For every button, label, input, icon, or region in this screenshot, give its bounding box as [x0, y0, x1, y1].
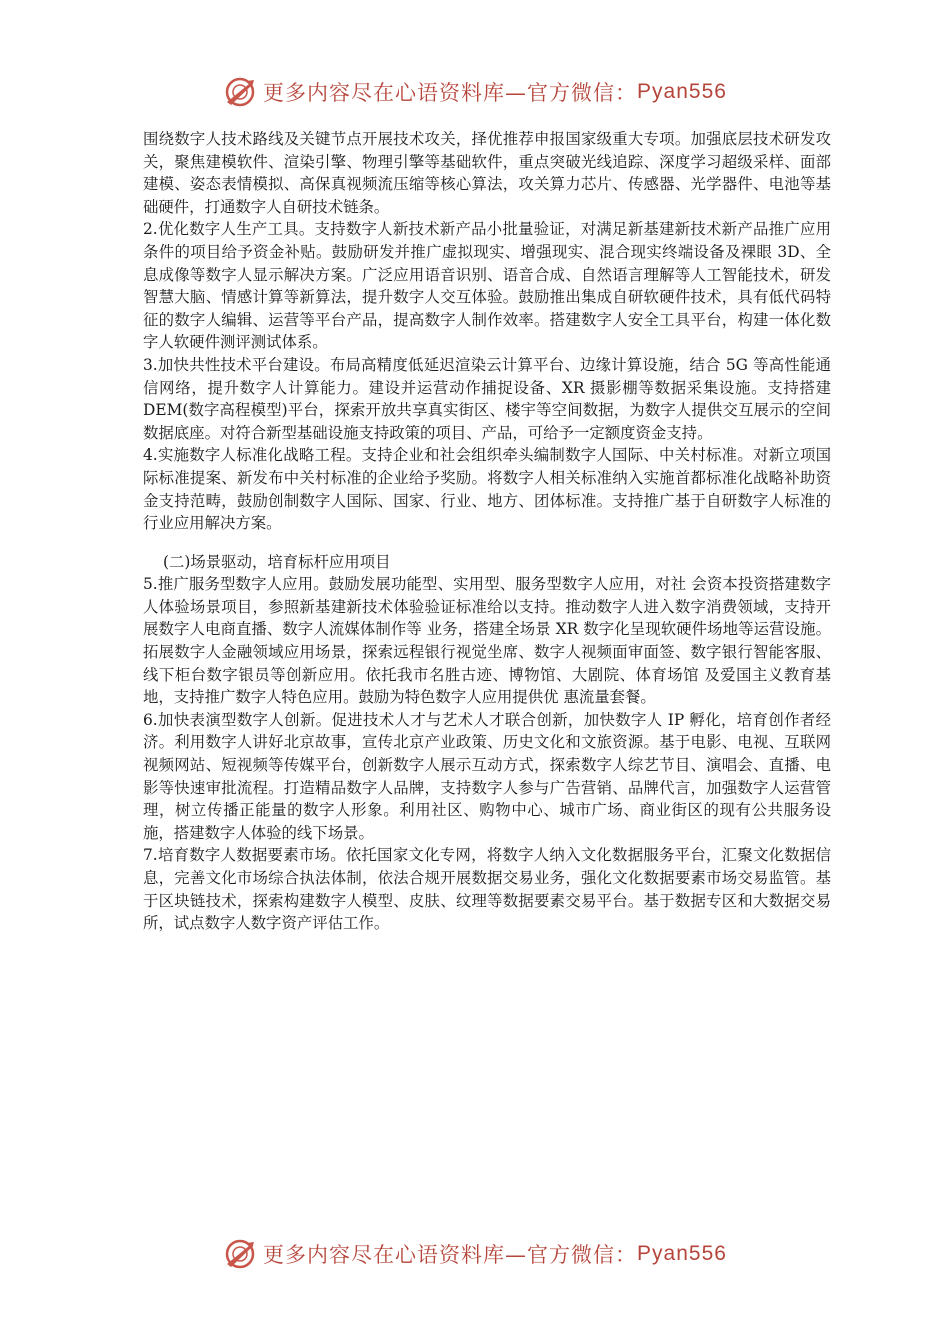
- footer-banner: [0, 1234, 950, 1274]
- brand-logo-icon: [223, 1237, 257, 1271]
- header-banner-handle: Pyan556: [637, 80, 727, 103]
- brand-logo-icon: [223, 75, 257, 109]
- section-heading: (二)场景驱动，培育标杆应用项目: [163, 552, 391, 571]
- footer-banner-handle: Pyan556: [637, 1242, 727, 1265]
- paragraph-item-7: 7.培育数字人数据要素市场。依托国家文化专网，将数字人纳入文化数据服务平台，汇聚文化数据信息，完善文化市场综合执法体制，依法合规开展数据交易业务，强化文化数据要素市场交易监管。基于区块链技术，探索构建数字人模型、皮肤、纹理等数据要素交易平台。基于数据专区和大数据交易所，试点数字人数字资产评估工作。: [143, 846, 831, 933]
- paragraph-item-6: 6.加快表演型数字人创新。促进技术人才与艺术人才联合创新，加快数字人 IP 孵化，培育创作者经济。利用数字人讲好北京故事，宣传北京产业政策、历史文化和文旅资源。基于电影、电视、互联网视频网站、短视频等传媒平台，创新数字人展示互动方式，探索数字人综艺节目、演唱会、直播、电影等快速审批流程。打造精品数字人品牌，支持数字人参与广告营销、品牌代言，加强数字人运营管理，树立传播正能量的数字人形象。利用社区、购物中心、城市广场、商业街区的现有公共服务设施，搭建数字人体验的线下场景。: [143, 710, 831, 842]
- paragraph-item-4: 4.实施数字人标准化战略工程。支持企业和社会组织牵头编制数字人国际、中关村标准。对新立项国际标准提案、新发布中关村标准的企业给予奖励。将数字人相关标准纳入实施首都标准化战略补助资金支持范畴，鼓励创制数字人国际、国家、行业、地方、团体标准。支持推广基于自研数字人标准的行业应用解决方案。: [143, 446, 831, 533]
- paragraph-intro: 围绕数字人技术路线及关键节点开展技术攻关，择优推荐申报国家级重大专项。加强底层技术研发攻关，聚焦建模软件、渲染引擎、物理引擎等基础软件，重点突破光线追踪、深度学习超级采样、面部建模、姿态表情模拟、高保真视频流压缩等核心算法，攻关算力芯片、传感器、光学器件、电池等基础硬件，打通数字人自研技术链条。: [143, 130, 831, 216]
- paragraph-item-3: 3.加快共性技术平台建设。布局高精度低延迟渲染云计算平台、边缘计算设施，结合 5G 等高性能通信网络，提升数字人计算能力。建设并运营动作捕捉设备、XR 摄影棚等数据采集设施。支持搭建 DEM(数字高程模型)平台，探索开放共享真实街区、楼宇等空间数据，为数字人提供交互展示的空间数据底座。对符合新型基础设施支持政策的项目、产品，可给予一定额度资金支持。: [143, 355, 831, 442]
- header-banner-text: 更多内容尽在心语资料库—官方微信：: [263, 81, 638, 105]
- paragraph-item-2: 2.优化数字人生产工具。支持数字人新技术新产品小批量验证，对满足新基建新技术新产品推广应用条件的项目给予资金补贴。鼓励研发并推广虚拟现实、增强现实、混合现实终端设备及裸眼 3D、全息成像等数字人显示解决方案。广泛应用语音识别、语音合成、自然语言理解等人工智能技术，研发智慧大脑、情感计算等新算法，提升数字人交互体验。鼓励推出集成自研软硬件技术，具有低代码特征的数字人编辑、运营等平台产品，提高数字人制作效率。搭建数字人安全工具平台，构建一体化数字人软硬件测评测试体系。: [143, 220, 831, 352]
- paragraph-item-5: 5.推广服务型数字人应用。鼓励发展功能型、实用型、服务型数字人应用，对社 会资本投资搭建数字人体验场景项目，参照新基建新技术体验验证标准给以支持。推动数字人进入数字消费领域，支持开展数字人电商直播、数字人流媒体制作等 业务，搭建全场景 XR 数字化呈现软硬件场地等运营设施。拓展数字人金融领域应用场景，探索远程银行视觉坐席、数字人视频面审面签、数字银行智能客服、线下柜台数字银员等创新应用。依托我市名胜古迹、博物馆、大剧院、体育场馆 及爱国主义教育基地，支持推广数字人特色应用。鼓励为特色数字人应用提供优 惠流量套餐。: [143, 575, 831, 707]
- footer-banner-text: 更多内容尽在心语资料库—官方微信：: [263, 1243, 638, 1267]
- header-banner: [0, 72, 950, 112]
- document-body: [143, 128, 831, 935]
